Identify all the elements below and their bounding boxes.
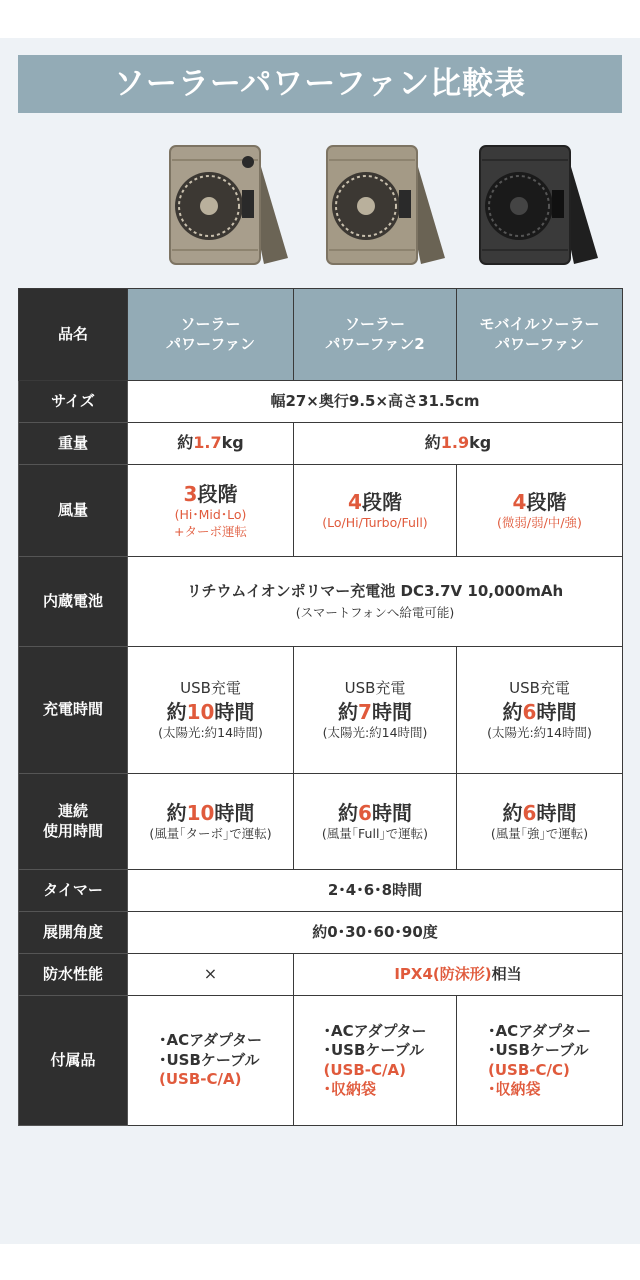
row-label-wind: 風量 [19,465,128,557]
row-label-timer: タイマー [19,870,128,912]
timer-value: 2･4･6･8時間 [128,870,623,912]
waterproof-value-1: × [128,954,294,996]
table-row-wind [19,465,623,557]
wind-value-2: 4段階 (Lo/Hi/Turbo/Full) [294,465,457,557]
charge-value-1: USB充電 約10時間 (太陽光:約14時間) [128,647,294,774]
product-name-3: モバイルソーラー パワーファン [457,289,623,381]
table-row-continuous [19,774,623,870]
table-row-waterproof [19,954,623,996]
product-image-fan-beige [164,140,292,270]
product-name-1: ソーラー パワーファン [128,289,294,381]
row-label-size: サイズ [19,381,128,423]
row-label-accessories: 付属品 [19,996,128,1126]
weight-value-2: 約1.9kg [294,423,623,465]
table-row-angle [19,912,623,954]
table-row-accessories [19,996,623,1126]
size-value: 幅27×奥行9.5×高さ31.5cm [128,381,623,423]
row-label-angle: 展開角度 [19,912,128,954]
product-image-fan-beige-2 [321,140,449,270]
row-label-waterproof: 防水性能 [19,954,128,996]
battery-value: リチウムイオンポリマー充電池 DC3.7V 10,000mAh (スマートフォンへ給電可能) [128,557,623,647]
table-row-weight [19,423,623,465]
table-row-size [19,381,623,423]
row-label-battery: 内蔵電池 [19,557,128,647]
wind-value-3: 4段階 (微弱/弱/中/強) [457,465,623,557]
row-label-weight: 重量 [19,423,128,465]
wind-value-1: 3段階 (Hi･Mid･Lo) +ターボ運転 [128,465,294,557]
product-image-fan-black [474,140,602,270]
angle-value: 約0･30･60･90度 [128,912,623,954]
table-row-timer [19,870,623,912]
table-row-battery [19,557,623,647]
product-name-2: ソーラー パワーファン2 [294,289,457,381]
table-row-charge [19,647,623,774]
waterproof-value-2: IPX4(防沫形)相当 [294,954,623,996]
continuous-value-3: 約6時間 (風量｢強｣で運転) [457,774,623,870]
accessories-value-1: ･ACアダプター ･USBケーブル (USB-C/A) [128,996,294,1126]
row-label-name: 品名 [19,289,128,381]
comparison-table [18,288,623,1126]
charge-value-3: USB充電 約6時間 (太陽光:約14時間) [457,647,623,774]
accessories-value-3: ･ACアダプター ･USBケーブル (USB-C/C) ･収納袋 [457,996,623,1126]
accessories-value-2: ･ACアダプター ･USBケーブル (USB-C/A) ･収納袋 [294,996,457,1126]
weight-value-1: 約1.7kg [128,423,294,465]
row-label-continuous: 連続 使用時間 [19,774,128,870]
table-row-name [19,289,623,381]
continuous-value-2: 約6時間 (風量｢Full｣で運転) [294,774,457,870]
row-label-charge: 充電時間 [19,647,128,774]
continuous-value-1: 約10時間 (風量｢ターボ｣で運転) [128,774,294,870]
page-title: ソーラーパワーファン比較表 [18,55,622,113]
charge-value-2: USB充電 約7時間 (太陽光:約14時間) [294,647,457,774]
